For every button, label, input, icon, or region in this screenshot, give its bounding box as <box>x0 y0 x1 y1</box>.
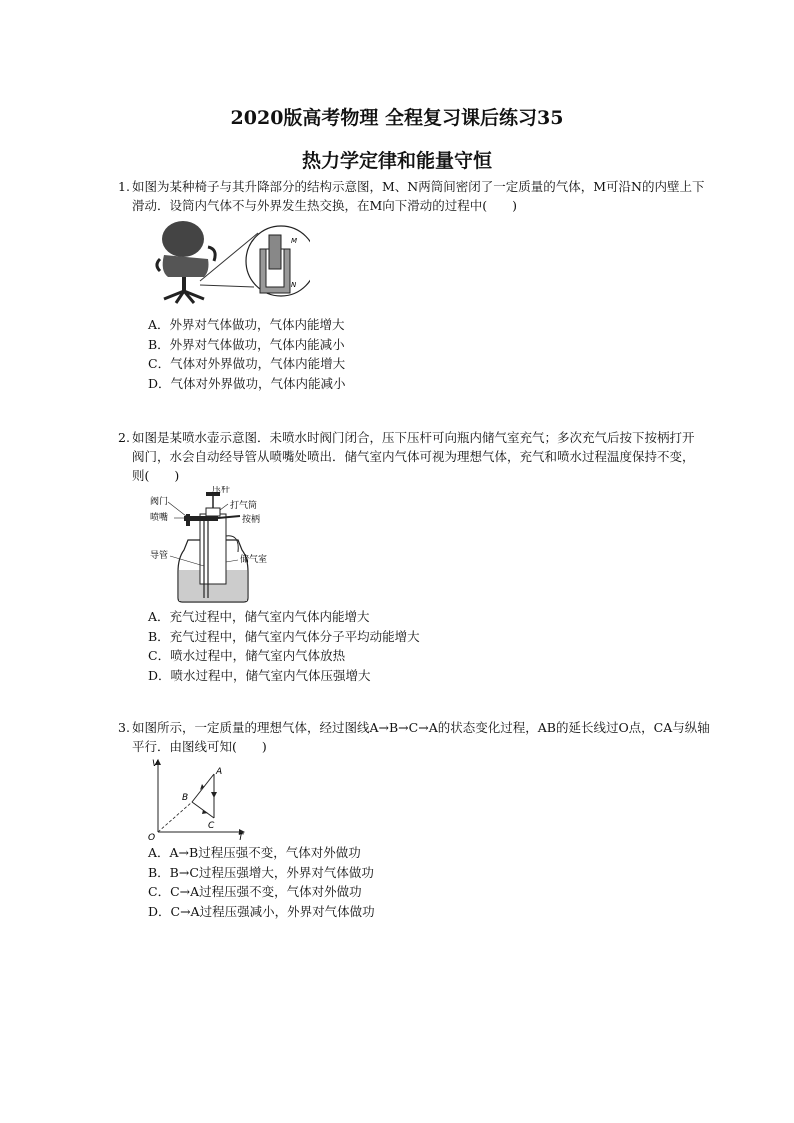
option-d: D．C→A过程压强减小，外界对气体做功 <box>148 903 375 919</box>
label-handle: 按柄 <box>242 515 261 525</box>
label-chamber: 储气室 <box>240 555 268 565</box>
question-stem: 如图所示，一定质量的理想气体，经过图线A→B→C→A的状态变化过程，AB的延长线过O点，CA与纵轴平行．由图线可知( ) <box>132 720 710 754</box>
label-c: C <box>208 821 215 831</box>
option-c: C．喷水过程中，储气室内气体放热 <box>148 648 346 664</box>
page-title: 2020版高考物理 全程复习课后练习35 <box>230 107 564 129</box>
label-n: N <box>291 281 297 289</box>
segment-ab <box>192 774 214 802</box>
label-a: A <box>216 767 223 777</box>
label-valve: 阀门 <box>150 497 169 507</box>
option-b: B．充气过程中，储气室内气体分子平均动能增大 <box>148 628 420 644</box>
label-m: M <box>291 237 298 245</box>
option-a: A．外界对气体做功，气体内能增大 <box>148 317 345 332</box>
chair-figure <box>150 215 310 307</box>
vt-graph <box>146 756 250 840</box>
label-pump: 打气筒 <box>230 501 258 511</box>
option-a: A．A→B过程压强不变，气体对外做功 <box>148 845 361 860</box>
question-1-options <box>148 315 346 393</box>
option-c: C．气体对外界做功，气体内能增大 <box>148 356 346 372</box>
label-t: T <box>238 833 244 840</box>
question-1 <box>118 177 708 215</box>
label-b: B <box>182 793 189 803</box>
label-v: V <box>152 759 159 769</box>
question-number: 3. <box>118 720 130 735</box>
question-stem: 如图为某种椅子与其升降部分的结构示意图，M、N两筒间密闭了一定质量的气体，M可沿N的内壁上下滑动．设筒内气体不与外界发生热交换，在M向下滑动的过程中( ) <box>132 179 705 213</box>
label-tube: 导管 <box>150 551 169 561</box>
page-subtitle: 热力学定律和能量守恒 <box>301 150 492 172</box>
question-number: 2. <box>118 430 130 445</box>
question-2-options <box>148 607 420 685</box>
question-3 <box>118 718 712 756</box>
sprayer-figure <box>148 486 288 606</box>
option-b: B．B→C过程压强增大，外界对气体做功 <box>148 864 374 880</box>
label-o: O <box>148 833 156 840</box>
label-rod: 压杆 <box>212 486 231 495</box>
option-c: C．C→A过程压强不变，气体对外做功 <box>148 884 362 900</box>
option-a: A．充气过程中，储气室内气体内能增大 <box>148 609 370 624</box>
option-d: D．喷水过程中，储气室内气体压强增大 <box>148 667 371 683</box>
question-3-options <box>148 843 375 921</box>
option-d: D．气体对外界做功，气体内能减小 <box>148 375 346 391</box>
option-b: B．外界对气体做功，气体内能减小 <box>148 336 345 352</box>
question-number: 1. <box>118 179 130 194</box>
question-2 <box>118 428 700 485</box>
chair-icon <box>157 221 215 303</box>
question-stem: 如图是某喷水壶示意图．未喷水时阀门闭合，压下压杆可向瓶内储气室充气；多次充气后按下按柄打开阀门，水会自动经导管从喷嘴处喷出．储气室内气体可视为理想气体，充气和喷水过程温度保持不变，则( ) <box>132 430 695 483</box>
label-nozzle: 喷嘴 <box>150 513 169 523</box>
